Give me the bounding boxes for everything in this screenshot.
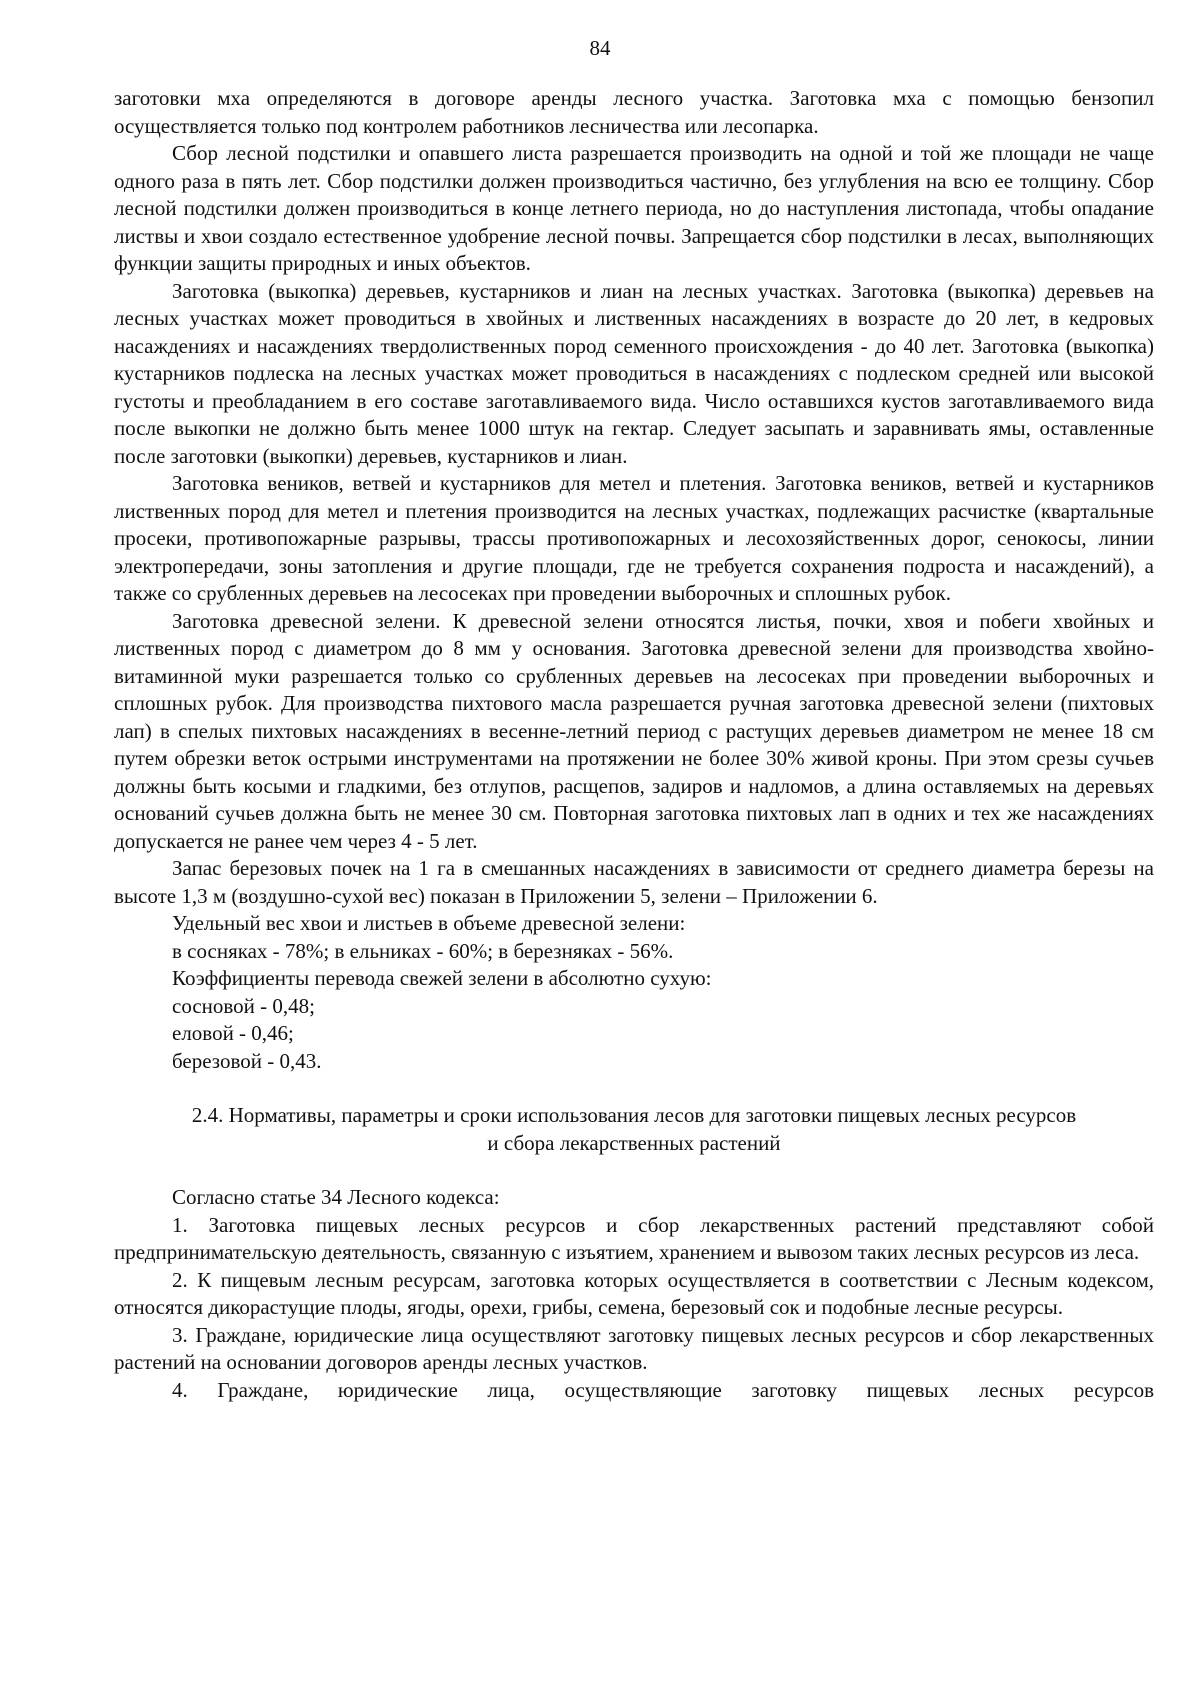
text-line: сосновой - 0,48;: [172, 993, 315, 1018]
intro-line: Согласно статье 34 Лесного кодекса:: [172, 1185, 500, 1209]
text-line: березовой - 0,43.: [172, 1048, 322, 1073]
list-item: 3. Граждане, юридические лица осуществляют заготовку пищевых лесных ресурсов и сбор лекарственных растений на основании договоров аренды лесных участков.: [114, 1322, 1154, 1374]
section-heading-line-2: и сбора лекарственных растений: [487, 1130, 781, 1155]
section-heading: [114, 1102, 1154, 1157]
document-body: [114, 85, 1154, 1404]
list-item: 1. Заготовка пищевых лесных ресурсов и сбор лекарственных растений представляют собой предпринимательскую деятельность, связанную с изъятием, хранением и вывозом таких лесных ресурсов из леса.: [114, 1212, 1154, 1264]
paragraph: Заготовка веников, ветвей и кустарников для метел и плетения. Заготовка веников, ветвей и кустарников лиственных пород для метел и плетения производится на лесных участках, подлежащих расчистке (квартальные просеки, противопожарные разрывы, трассы противопожарных и лесохозяйственных дорог, сенокосы, линии электропередачи, зоны затопления и другие площади, где не требуется сохранения подроста и насаждений), а также со срубленных деревьев на лесосеках при проведении выборочных и сплошных рубок.: [114, 471, 1154, 605]
paragraph: Заготовка (выкопка) деревьев, кустарников и лиан на лесных участках. Заготовка (выкопка) деревьев на лесных участках может проводиться в хвойных и лиственных насаждениях в возрасте до 20 лет, в кедровых насаждениях и насаждениях твердолиственных пород семенного происхождения - до 40 лет. Заготовка (выкопка) кустарников подлеска на лесных участках может проводиться в насаждениях с подлеском средней или высокой густоты и преобладанием в его составе заготавливаемого вида. Число оставшихся кустов заготавливаемого вида после выкопки не должно быть менее 1000 штук на гектар. Следует засыпать и заравнивать ямы, оставленные после заготовки (выкопки) деревьев, кустарников и лиан.: [114, 278, 1154, 468]
text-line: еловой - 0,46;: [172, 1021, 294, 1045]
page-number: 84: [589, 36, 611, 60]
text-line: Коэффициенты перевода свежей зелени в абсолютно сухую:: [172, 966, 712, 990]
paragraph: Сбор лесной подстилки и опавшего листа разрешается производить на одной и той же площади не чаще одного раза в пять лет. Сбор подстилки должен производиться частично, без углубления на всю ее толщину. Сбор лесной подстилки должен производиться в конце летнего периода, но до наступления листопада, чтобы опадание листвы и хвои создало естественное удобрение лесной почвы. Запрещается сбор подстилки в лесах, выполняющих функции защиты природных и иных объектов.: [114, 141, 1154, 275]
paragraph: заготовки мха определяются в договоре аренды лесного участка. Заготовка мха с помощью бензопил осуществляется только под контролем работников лесничества или лесопарка.: [114, 86, 1154, 138]
text-line: Удельный вес хвои и листьев в объеме древесной зелени:: [172, 911, 686, 935]
text-line: в сосняках - 78%; в ельниках - 60%; в березняках - 56%.: [172, 938, 674, 963]
section-heading-line-1: 2.4. Нормативы, параметры и сроки использования лесов для заготовки пищевых лесных ресурсов: [191, 1103, 1077, 1127]
paragraph: Запас березовых почек на 1 га в смешанных насаждениях в зависимости от среднего диаметра березы на высоте 1,3 м (воздушно-сухой вес) показан в Приложении 5, зелени – Приложении 6.: [114, 856, 1154, 908]
list-item: 4. Граждане, юридические лица, осуществляющие заготовку пищевых лесных ресурсов: [172, 1377, 1154, 1402]
list-item: 2. К пищевым лесным ресурсам, заготовка которых осуществляется в соответствии с Лесным кодексом, относятся дикорастущие плоды, ягоды, орехи, грибы, семена, березовый сок и подобные лесные ресурсы.: [114, 1267, 1154, 1319]
paragraph: Заготовка древесной зелени. К древесной зелени относятся листья, почки, хвоя и побеги хвойных и лиственных пород с диаметром до 8 мм у основания. Заготовка древесной зелени для производства хвойно-витаминной муки разрешается только со срубленных деревьев на лесосеках при проведении выборочных и сплошных рубок. Для производства пихтового масла разрешается ручная заготовка древесной зелени (пихтовых лап) в спелых пихтовых насаждениях в весенне-летний период с растущих деревьев диаметром не менее 18 см путем обрезки веток острыми инструментами на протяжении не более 30% живой кроны. При этом срезы сучьев должны быть косыми и гладкими, без отлупов, расщепов, задиров и надломов, а длина оставляемых на деревьях оснований сучьев должна быть не менее 30 см. Повторная заготовка пихтовых лап в одних и тех же насаждениях допускается не ранее чем через 4 - 5 лет.: [114, 608, 1154, 853]
